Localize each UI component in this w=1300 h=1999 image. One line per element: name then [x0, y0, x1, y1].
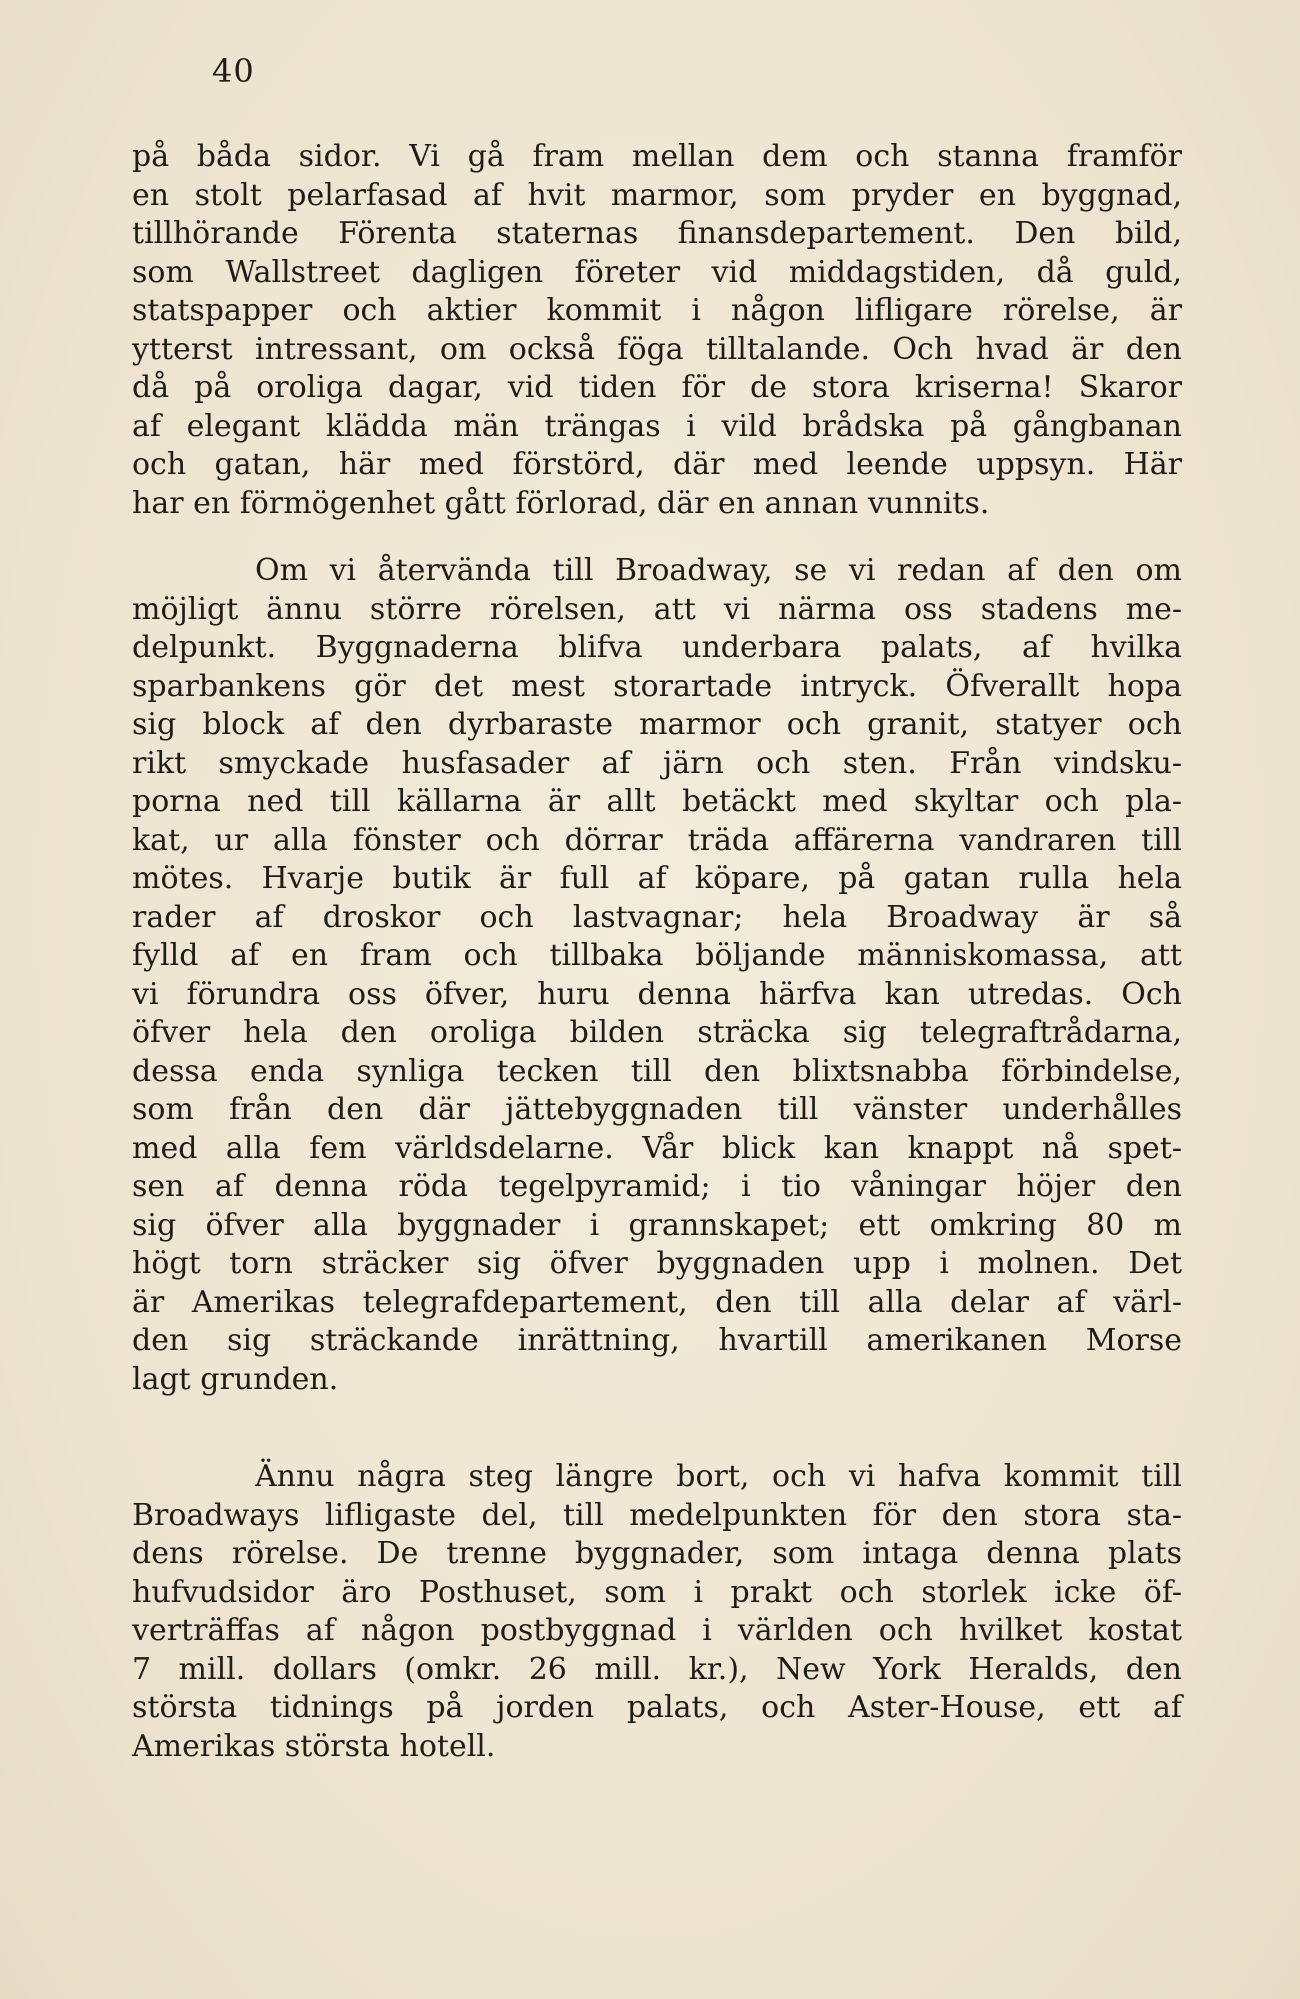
text-line: har en förmögenhet gått förlorad, där en annan vunnits. — [132, 485, 990, 521]
text-line: med alla fem världsdelarne. Vår blick kan knappt nå spet- — [132, 1130, 1182, 1166]
text-line: delpunkt. Byggnaderna blifva underbara palats, af hvilka — [132, 630, 1182, 665]
text-line: största tidnings på jorden palats, och Aster-House, ett af — [132, 1690, 1182, 1725]
text-line: på båda sidor. Vi gå fram mellan dem och stanna framför — [132, 139, 1182, 174]
text-line: dessa enda synliga tecken till den blixtsnabba förbindelse, — [132, 1053, 1182, 1089]
text-line: sig block af den dyrbaraste marmor och granit, statyer och — [132, 707, 1182, 742]
text-line: sen af denna röda tegelpyramid; i tio våningar höjer den — [132, 1169, 1182, 1204]
text-line: verträffas af någon postbyggnad i världen och hvilket kostat — [132, 1613, 1182, 1648]
text-line: porna ned till källarna är allt betäckt med skyltar och pla- — [132, 784, 1182, 819]
page-number: 40 — [212, 52, 255, 90]
text-line: statspapper och aktier kommit i någon lifligare rörelse, är — [132, 293, 1182, 328]
text-line: och gatan, här med förstörd, där med leende uppsyn. Här — [132, 447, 1182, 482]
text-line: sig öfver alla byggnader i grannskapet; ett omkring 80 m — [132, 1207, 1182, 1243]
text-line: vi förundra oss öfver, huru denna härfva kan utredas. Och — [132, 976, 1182, 1012]
text-line: den sig sträckande inrättning, hvartill amerikanen Morse — [132, 1323, 1182, 1358]
text-line: möjligt ännu större rörelsen, att vi närma oss stadens me- — [132, 591, 1182, 627]
text-line: är Amerikas telegrafdepartement, den till alla delar af värl- — [132, 1284, 1182, 1320]
text-line: hufvudsidor äro Posthuset, som i prakt och storlek icke öf- — [132, 1574, 1182, 1610]
text-line: som från den där jättebyggnaden till vänster underhålles — [132, 1092, 1182, 1127]
text-line: mötes. Hvarje butik är full af köpare, på gatan rulla hela — [132, 861, 1182, 896]
text-line: sparbankens gör det mest storartade intryck. Öfverallt hopa — [132, 668, 1182, 704]
text-line: fylld af en fram och tillbaka böljande människomassa, att — [132, 938, 1182, 973]
text-line: öfver hela den oroliga bilden sträcka sig telegraftrådarna, — [132, 1015, 1182, 1050]
text-line: rader af droskor och lastvagnar; hela Broadway är så — [132, 899, 1182, 935]
text-line: af elegant klädda män trängas i vild brådska på gångbanan — [132, 408, 1182, 444]
text-line: dens rörelse. De trenne byggnader, som intaga denna plats — [132, 1536, 1182, 1571]
paragraph-1 — [132, 138, 1182, 523]
text-line: tillhörande Förenta staternas finansdepartement. Den bild, — [132, 216, 1182, 251]
text-line: Amerikas största hotell. — [132, 1728, 496, 1764]
text-line: då på oroliga dagar, vid tiden för de stora kriserna! Skaror — [132, 370, 1182, 405]
text-line: en stolt pelarfasad af hvit marmor, som pryder en byggnad, — [132, 177, 1182, 213]
text-line: kat, ur alla fönster och dörrar träda affärerna vandraren till — [132, 822, 1182, 858]
paragraph-2 — [132, 552, 1182, 1399]
text-line: Broadways lifligaste del, till medelpunkten för den stora sta- — [132, 1497, 1182, 1533]
text-line: ytterst intressant, om också föga tilltalande. Och hvad är den — [132, 331, 1182, 367]
text-line: rikt smyckade husfasader af järn och sten. Från vindsku- — [132, 745, 1182, 781]
text-line: Om vi återvända till Broadway, se vi redan af den om — [255, 553, 1182, 588]
text-line: 7 mill. dollars (omkr. 26 mill. kr.), New York Heralds, den — [132, 1651, 1182, 1687]
text-line: lagt grunden. — [132, 1361, 339, 1397]
text-line: som Wallstreet dagligen företer vid middagstiden, då guld, — [132, 254, 1182, 290]
paragraph-3 — [132, 1458, 1182, 1766]
text-line: högt torn sträcker sig öfver byggnaden upp i molnen. Det — [132, 1246, 1182, 1281]
text-line: Ännu några steg längre bort, och vi hafva kommit till — [255, 1459, 1182, 1494]
